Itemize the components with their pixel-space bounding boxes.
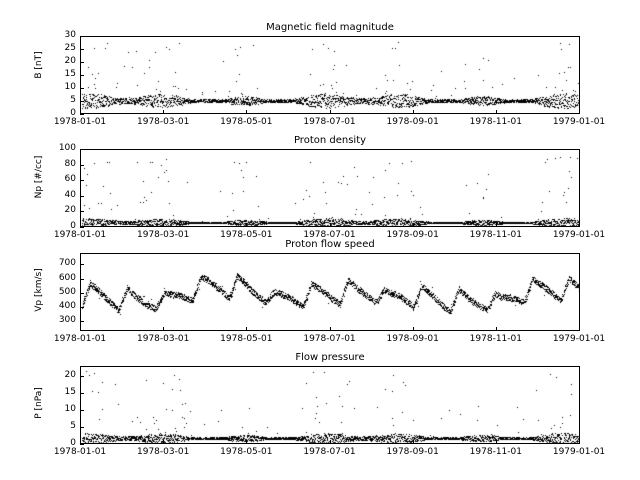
x-tick-mark-0-3 xyxy=(330,110,331,114)
y-tick-label-0-4: 20 xyxy=(64,56,76,66)
y-tick-label-1-4: 80 xyxy=(64,158,76,169)
x-tick-mark-0-1 xyxy=(163,110,164,114)
y-tick-label-0-0: 0 xyxy=(70,108,76,118)
x-tick-label-1-0: 1978-01-01 xyxy=(53,230,107,240)
y-tick-label-2-4: 700 xyxy=(58,258,76,269)
y-tick-label-3-4: 20 xyxy=(64,370,76,381)
x-tick-label-2-2: 1978-05-01 xyxy=(220,334,273,344)
x-tick-label-2-6: 1979-01-01 xyxy=(552,334,606,344)
y-tick-mark-3-2 xyxy=(80,410,84,411)
x-tick-label-2-1: 1978-03-01 xyxy=(137,334,190,344)
x-tick-label-1-5: 1978-11-01 xyxy=(469,230,522,240)
x-tick-mark-2-3 xyxy=(330,327,331,331)
x-tick-label-0-4: 1978-09-01 xyxy=(386,117,439,127)
x-tick-label-0-5: 1978-11-01 xyxy=(469,117,522,127)
x-tick-label-3-1: 1978-03-01 xyxy=(137,447,190,457)
plot-area-proton-density xyxy=(80,149,580,227)
y-tick-mark-3-1 xyxy=(80,427,84,428)
y-tick-mark-3-4 xyxy=(80,376,84,377)
x-tick-label-0-3: 1978-07-01 xyxy=(303,117,356,127)
y-axis-label-flow-pressure: P [nPa] xyxy=(34,387,44,419)
x-tick-label-3-6: 1979-01-01 xyxy=(552,447,606,457)
x-tick-mark-1-6 xyxy=(579,223,580,227)
x-tick-mark-3-2 xyxy=(246,440,247,444)
x-tick-mark-2-5 xyxy=(496,327,497,331)
y-tick-label-2-2: 500 xyxy=(58,286,76,297)
y-tick-mark-2-0 xyxy=(80,321,84,322)
y-tick-label-0-1: 5 xyxy=(70,95,76,105)
x-tick-mark-0-5 xyxy=(496,110,497,114)
x-tick-label-0-0: 1978-01-01 xyxy=(53,117,107,127)
x-tick-mark-3-1 xyxy=(163,440,164,444)
x-tick-mark-1-3 xyxy=(330,223,331,227)
x-tick-label-3-4: 1978-09-01 xyxy=(386,447,439,457)
y-axis-label-proton-flow-speed: Vp [km/s] xyxy=(34,268,44,312)
y-tick-label-2-1: 400 xyxy=(58,300,76,311)
x-tick-label-1-3: 1978-07-01 xyxy=(303,230,356,240)
y-tick-mark-1-1 xyxy=(80,211,84,212)
panel-title-proton-flow-speed: Proton flow speed xyxy=(285,239,375,250)
x-tick-mark-3-3 xyxy=(330,440,331,444)
y-tick-mark-0-2 xyxy=(80,88,84,89)
y-tick-label-2-0: 300 xyxy=(58,315,76,326)
y-tick-label-0-6: 30 xyxy=(64,30,76,40)
y-tick-mark-0-4 xyxy=(80,62,84,63)
y-tick-label-3-2: 10 xyxy=(64,404,76,415)
x-tick-label-2-0: 1978-01-01 xyxy=(53,334,107,344)
y-tick-label-0-5: 25 xyxy=(64,43,76,53)
y-tick-mark-0-5 xyxy=(80,49,84,50)
plot-area-proton-flow-speed xyxy=(80,253,580,331)
panel-title-magnetic-field-magnitude: Magnetic field magnitude xyxy=(266,22,394,33)
x-tick-mark-3-5 xyxy=(496,440,497,444)
data-canvas-flow-pressure xyxy=(81,367,580,444)
x-tick-label-2-4: 1978-09-01 xyxy=(386,334,439,344)
y-tick-mark-2-3 xyxy=(80,279,84,280)
x-tick-label-3-0: 1978-01-01 xyxy=(53,447,107,457)
y-tick-label-3-3: 15 xyxy=(64,387,76,398)
x-tick-label-3-5: 1978-11-01 xyxy=(469,447,522,457)
y-tick-label-1-2: 40 xyxy=(64,189,76,200)
x-tick-label-2-5: 1978-11-01 xyxy=(469,334,522,344)
y-tick-mark-3-3 xyxy=(80,393,84,394)
y-tick-mark-2-4 xyxy=(80,264,84,265)
x-tick-label-3-2: 1978-05-01 xyxy=(220,447,273,457)
x-tick-label-1-1: 1978-03-01 xyxy=(137,230,190,240)
y-tick-label-3-0: 0 xyxy=(70,438,76,448)
x-tick-mark-2-1 xyxy=(163,327,164,331)
y-tick-mark-2-1 xyxy=(80,307,84,308)
x-tick-mark-0-2 xyxy=(246,110,247,114)
x-tick-mark-3-6 xyxy=(579,440,580,444)
y-tick-mark-1-4 xyxy=(80,165,84,166)
y-tick-label-1-0: 0 xyxy=(70,221,76,231)
y-axis-label-magnetic-field-magnitude: B [nT] xyxy=(34,51,44,79)
x-tick-mark-3-4 xyxy=(413,440,414,444)
x-tick-mark-1-2 xyxy=(246,223,247,227)
data-canvas-proton-flow-speed xyxy=(81,254,580,331)
x-tick-label-3-3: 1978-07-01 xyxy=(303,447,356,457)
x-tick-mark-1-4 xyxy=(413,223,414,227)
data-canvas-proton-density xyxy=(81,150,580,227)
x-tick-label-0-2: 1978-05-01 xyxy=(220,117,273,127)
y-tick-mark-0-1 xyxy=(80,101,84,102)
y-tick-mark-1-0 xyxy=(80,227,84,228)
x-tick-label-1-4: 1978-09-01 xyxy=(386,230,439,240)
x-tick-mark-2-0 xyxy=(80,327,81,331)
x-tick-label-1-2: 1978-05-01 xyxy=(220,230,273,240)
x-tick-label-2-3: 1978-07-01 xyxy=(303,334,356,344)
y-tick-label-0-3: 15 xyxy=(64,69,76,79)
x-tick-mark-2-2 xyxy=(246,327,247,331)
y-tick-mark-0-3 xyxy=(80,75,84,76)
x-tick-mark-2-6 xyxy=(579,327,580,331)
y-tick-mark-3-0 xyxy=(80,444,84,445)
x-tick-mark-1-1 xyxy=(163,223,164,227)
plot-area-magnetic-field-magnitude xyxy=(80,36,580,114)
y-tick-label-3-1: 5 xyxy=(70,421,76,432)
x-tick-mark-2-4 xyxy=(413,327,414,331)
y-tick-label-0-2: 10 xyxy=(64,82,76,92)
y-tick-mark-1-3 xyxy=(80,180,84,181)
x-tick-mark-0-4 xyxy=(413,110,414,114)
y-tick-mark-0-0 xyxy=(80,114,84,115)
data-canvas-magnetic-field-magnitude xyxy=(81,37,580,114)
y-tick-mark-0-6 xyxy=(80,36,84,37)
x-tick-mark-0-6 xyxy=(579,110,580,114)
y-tick-mark-1-5 xyxy=(80,149,84,150)
x-tick-mark-1-5 xyxy=(496,223,497,227)
y-tick-mark-2-2 xyxy=(80,293,84,294)
y-axis-label-proton-density: Np [#/cc] xyxy=(34,155,44,199)
y-tick-mark-1-2 xyxy=(80,196,84,197)
y-tick-label-1-3: 60 xyxy=(64,174,76,185)
y-tick-label-1-1: 20 xyxy=(64,205,76,216)
panel-title-proton-density: Proton density xyxy=(293,135,367,146)
x-tick-label-1-6: 1979-01-01 xyxy=(552,230,606,240)
x-tick-label-0-1: 1978-03-01 xyxy=(137,117,190,127)
y-tick-label-2-3: 600 xyxy=(58,272,76,283)
x-tick-label-0-6: 1979-01-01 xyxy=(552,117,606,127)
plot-area-flow-pressure xyxy=(80,366,580,444)
y-tick-label-1-5: 100 xyxy=(58,143,76,153)
panel-title-flow-pressure: Flow pressure xyxy=(295,352,365,363)
